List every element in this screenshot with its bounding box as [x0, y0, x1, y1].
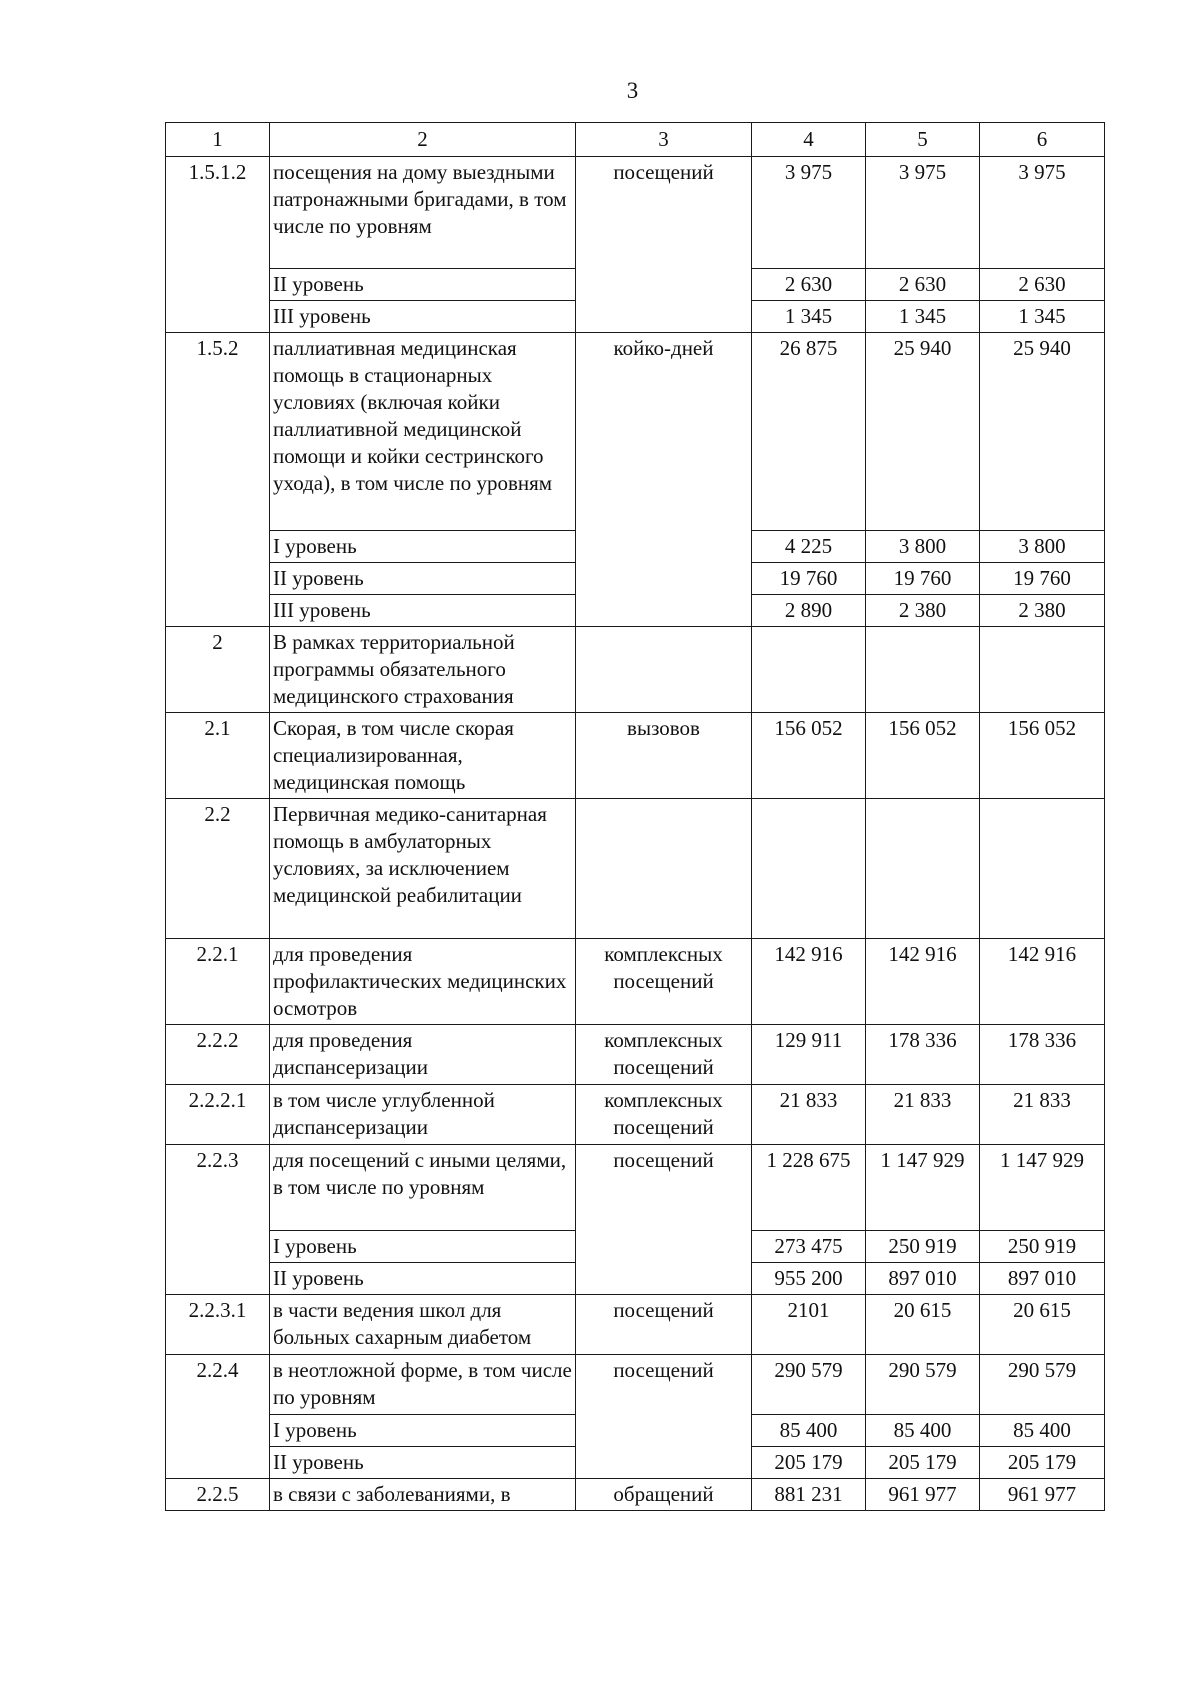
header-row: [166, 123, 1105, 157]
value-col-6: 961 977: [980, 1479, 1105, 1511]
statistics-table: [165, 122, 1105, 1511]
row-name: I уровень: [270, 531, 576, 563]
value-col-6: 3 975: [980, 157, 1105, 269]
value-col-6: 2 630: [980, 269, 1105, 301]
value-col-6: 250 919: [980, 1231, 1105, 1263]
value-col-4: 1 228 675: [752, 1145, 866, 1231]
row-unit: посещений: [576, 1145, 752, 1295]
row-unit: посещений: [576, 1295, 752, 1355]
value-col-6: 21 833: [980, 1085, 1105, 1145]
row-name: в связи с заболеваниями, в: [270, 1479, 576, 1511]
value-col-6: 19 760: [980, 563, 1105, 595]
table-row: [166, 333, 1105, 531]
header-cell: 2: [270, 123, 576, 157]
value-col-6: 897 010: [980, 1263, 1105, 1295]
row-name: в части ведения школ для больных сахарным диабетом: [270, 1295, 576, 1355]
header-cell: 4: [752, 123, 866, 157]
value-col-4: 273 475: [752, 1231, 866, 1263]
row-unit: комплексных посещений: [576, 1025, 752, 1085]
row-code: 2.2.3: [166, 1145, 270, 1295]
value-col-5: 1 147 929: [866, 1145, 980, 1231]
value-col-6: 178 336: [980, 1025, 1105, 1085]
value-col-6: 142 916: [980, 939, 1105, 1025]
row-name: I уровень: [270, 1231, 576, 1263]
row-code: 2.1: [166, 713, 270, 799]
value-col-6: 3 800: [980, 531, 1105, 563]
statistics-table-wrapper: [165, 122, 1105, 1511]
value-col-4: [752, 799, 866, 939]
value-col-5: 897 010: [866, 1263, 980, 1295]
page-number: 3: [626, 78, 639, 103]
value-col-4: 881 231: [752, 1479, 866, 1511]
value-col-5: 3 800: [866, 531, 980, 563]
row-name: посещения на дому выездными патронажными бригадами, в том числе по уровням: [270, 157, 576, 269]
value-col-4: 955 200: [752, 1263, 866, 1295]
value-col-5: [866, 627, 980, 713]
value-col-6: 85 400: [980, 1415, 1105, 1447]
value-col-6: 290 579: [980, 1355, 1105, 1415]
row-name: Первичная медико-санитарная помощь в амбулаторных условиях, за исключением медицинской реабилитации: [270, 799, 576, 939]
row-code: 2.2.2: [166, 1025, 270, 1085]
row-unit: комплексных посещений: [576, 939, 752, 1025]
row-name: паллиативная медицинская помощь в стационарных условиях (включая койки паллиативной медицинской помощи и койки сестринского ухода), в том числе по уровням: [270, 333, 576, 531]
value-col-4: [752, 627, 866, 713]
row-name: в том числе углубленной диспансеризации: [270, 1085, 576, 1145]
row-code: 2.2.2.1: [166, 1085, 270, 1145]
header-cell: 1: [166, 123, 270, 157]
value-col-4: 85 400: [752, 1415, 866, 1447]
value-col-5: 961 977: [866, 1479, 980, 1511]
row-name: II уровень: [270, 563, 576, 595]
table-row: [166, 1295, 1105, 1355]
value-col-5: 250 919: [866, 1231, 980, 1263]
table-row: [166, 799, 1105, 939]
value-col-4: 19 760: [752, 563, 866, 595]
value-col-5: 1 345: [866, 301, 980, 333]
value-col-5: 290 579: [866, 1355, 980, 1415]
row-unit: посещений: [576, 1355, 752, 1479]
value-col-6: 205 179: [980, 1447, 1105, 1479]
row-unit: [576, 799, 752, 939]
value-col-4: 2 890: [752, 595, 866, 627]
row-code: 1.5.1.2: [166, 157, 270, 333]
row-name: для проведения диспансеризации: [270, 1025, 576, 1085]
row-code: 2.2.3.1: [166, 1295, 270, 1355]
value-col-5: 19 760: [866, 563, 980, 595]
row-code: 1.5.2: [166, 333, 270, 627]
row-code: 2.2: [166, 799, 270, 939]
row-name: II уровень: [270, 1447, 576, 1479]
value-col-4: 21 833: [752, 1085, 866, 1145]
value-col-4: 142 916: [752, 939, 866, 1025]
row-unit: койко-дней: [576, 333, 752, 627]
header-cell: 3: [576, 123, 752, 157]
header-cell: 6: [980, 123, 1105, 157]
value-col-6: [980, 627, 1105, 713]
header-cell: 5: [866, 123, 980, 157]
value-col-6: 1 345: [980, 301, 1105, 333]
row-name: В рамках территориальной программы обязательного медицинского страхования: [270, 627, 576, 713]
value-col-5: 3 975: [866, 157, 980, 269]
table-row: [166, 713, 1105, 799]
table-row: [166, 1355, 1105, 1415]
value-col-6: 156 052: [980, 713, 1105, 799]
row-code: 2: [166, 627, 270, 713]
value-col-4: 4 225: [752, 531, 866, 563]
value-col-4: 290 579: [752, 1355, 866, 1415]
value-col-5: 21 833: [866, 1085, 980, 1145]
row-name: в неотложной форме, в том числе по уровням: [270, 1355, 576, 1415]
row-unit: [576, 627, 752, 713]
table-row: [166, 1085, 1105, 1145]
value-col-6: [980, 799, 1105, 939]
row-name: I уровень: [270, 1415, 576, 1447]
value-col-4: 156 052: [752, 713, 866, 799]
row-unit: комплексных посещений: [576, 1085, 752, 1145]
row-name: II уровень: [270, 1263, 576, 1295]
value-col-4: 2101: [752, 1295, 866, 1355]
value-col-6: 1 147 929: [980, 1145, 1105, 1231]
table-row: [166, 1145, 1105, 1231]
row-code: 2.2.4: [166, 1355, 270, 1479]
row-unit: посещений: [576, 157, 752, 333]
row-name: II уровень: [270, 269, 576, 301]
value-col-4: 1 345: [752, 301, 866, 333]
row-name: для посещений с иными целями, в том числе по уровням: [270, 1145, 576, 1231]
row-name: Скорая, в том числе скорая специализированная, медицинская помощь: [270, 713, 576, 799]
value-col-5: 205 179: [866, 1447, 980, 1479]
row-unit: обращений: [576, 1479, 752, 1511]
row-code: 2.2.1: [166, 939, 270, 1025]
value-col-4: 205 179: [752, 1447, 866, 1479]
value-col-6: 2 380: [980, 595, 1105, 627]
row-code: 2.2.5: [166, 1479, 270, 1511]
table-row: [166, 1025, 1105, 1085]
value-col-5: 25 940: [866, 333, 980, 531]
row-name: для проведения профилактических медицинских осмотров: [270, 939, 576, 1025]
row-unit: вызовов: [576, 713, 752, 799]
value-col-5: 2 380: [866, 595, 980, 627]
value-col-5: 2 630: [866, 269, 980, 301]
row-name: III уровень: [270, 595, 576, 627]
value-col-4: 3 975: [752, 157, 866, 269]
row-name: III уровень: [270, 301, 576, 333]
value-col-6: 20 615: [980, 1295, 1105, 1355]
value-col-5: 142 916: [866, 939, 980, 1025]
table-row: [166, 939, 1105, 1025]
value-col-4: 26 875: [752, 333, 866, 531]
value-col-6: 25 940: [980, 333, 1105, 531]
value-col-4: 2 630: [752, 269, 866, 301]
value-col-5: 85 400: [866, 1415, 980, 1447]
table-row: [166, 627, 1105, 713]
table-row: [166, 157, 1105, 269]
table-row: [166, 1479, 1105, 1511]
value-col-5: 178 336: [866, 1025, 980, 1085]
value-col-4: 129 911: [752, 1025, 866, 1085]
value-col-5: 20 615: [866, 1295, 980, 1355]
value-col-5: [866, 799, 980, 939]
value-col-5: 156 052: [866, 713, 980, 799]
